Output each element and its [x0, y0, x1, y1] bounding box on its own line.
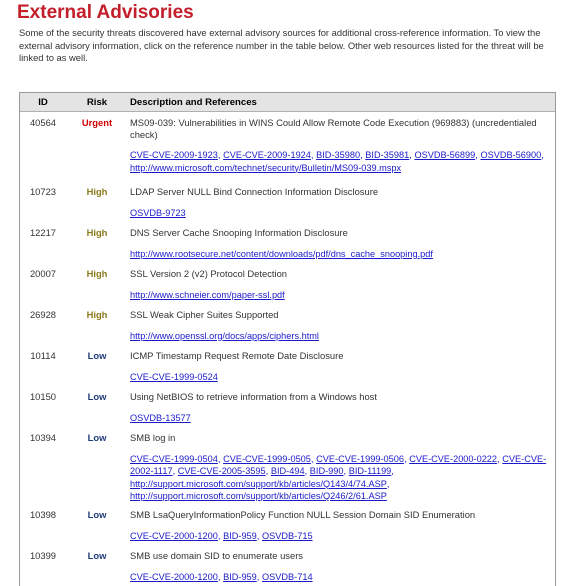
row-id: 40564: [29, 117, 57, 128]
reference-link[interactable]: BID-35980: [316, 150, 361, 160]
reference-link[interactable]: OSVDB-9723: [130, 207, 186, 218]
row-description: ICMP Timestamp Request Remote Date Disclosure: [130, 350, 344, 361]
risk-badge: Low: [87, 509, 107, 520]
row-description: SMB LsaQueryInformationPolicy Function NULL Session Domain SID Enumeration: [130, 509, 476, 520]
row-id: 10399: [29, 550, 57, 561]
reference-list: [130, 207, 552, 220]
table-header: [20, 93, 555, 112]
table-row: [20, 181, 555, 222]
reference-link[interactable]: BID-35981: [365, 150, 410, 160]
header-id: ID: [38, 97, 48, 108]
reference-link[interactable]: OSVDB-56900: [480, 150, 542, 160]
header-risk: Risk: [86, 97, 108, 108]
reference-link[interactable]: http://www.microsoft.com/technet/security/Bulletin/MS09-039.mspx: [130, 162, 402, 173]
intro-text: Some of the security threats discovered have external advisory sources for additional cross-reference information. To view the external advisory information, click on the reference number in the table below. Other web resources listed for the threat will be linked to as well.: [19, 27, 544, 64]
reference-link[interactable]: OSVDB-13577: [130, 412, 191, 423]
table-row: [20, 112, 555, 181]
reference-link[interactable]: CVE-CVE-1999-0504: [130, 453, 218, 464]
reference-link[interactable]: http://support.microsoft.com/support/kb/articles/Q143/4/74.ASP: [130, 478, 387, 489]
row-description: MS09-039: Vulnerabilities in WINS Could Allow Remote Code Execution (969883) (uncredentialed check): [130, 117, 537, 140]
row-id: 10150: [29, 391, 57, 402]
row-id: 10114: [30, 350, 56, 361]
table-row: [20, 222, 555, 263]
row-description: DNS Server Cache Snooping Information Disclosure: [130, 227, 348, 238]
table-row: [20, 504, 555, 545]
reference-link[interactable]: BID-11199: [348, 466, 392, 476]
row-description-cell: [130, 227, 552, 260]
table-row: [20, 263, 555, 304]
reference-link[interactable]: CVE-CVE-2009-1923: [130, 150, 218, 160]
advisories-table: [19, 92, 556, 586]
row-id: 10394: [29, 432, 57, 443]
row-description-cell: [130, 186, 552, 219]
row-description: SMB log in: [130, 432, 176, 443]
row-id: 26928: [29, 309, 57, 320]
risk-badge: High: [86, 186, 108, 197]
reference-list: [130, 289, 552, 302]
reference-link[interactable]: CVE-CVE-2000-0222: [409, 453, 498, 464]
reference-list: CVE-CVE-1999-0504, CVE-CVE-1999-0505, CVE-CVE-1999-0506, CVE-CVE-2000-0222, CVE-CVE-2002-1117, CVE-CVE-2005-3595, BID-494, BID-990, BID-11199, http://support.microsoft.com/support/kb/articles/Q143/4/74.ASP, http://support.microsoft.com/support/kb/articles/Q246/2/61.ASP: [130, 452, 547, 501]
table-body: [20, 112, 555, 586]
reference-link[interactable]: CVE-CVE-1999-0506: [316, 453, 404, 464]
row-description-cell: [130, 391, 552, 424]
reference-list: [130, 371, 552, 384]
reference-link[interactable]: BID-990: [309, 466, 344, 476]
table-row: [20, 304, 555, 345]
risk-badge: Low: [87, 550, 107, 561]
risk-badge: Low: [87, 350, 107, 361]
reference-link[interactable]: CVE-CVE-1999-0505: [223, 453, 311, 464]
reference-link[interactable]: BID-494: [270, 466, 305, 476]
risk-badge: Low: [87, 391, 107, 402]
row-description-cell: [130, 309, 552, 342]
reference-link[interactable]: http://www.openssl.org/docs/apps/ciphers.html: [130, 330, 319, 341]
risk-badge: High: [86, 309, 108, 320]
row-id: 10398: [29, 509, 57, 520]
reference-link[interactable]: http://www.rootsecure.net/content/downloads/pdf/dns_cache_snooping.pdf: [130, 248, 433, 259]
reference-list: CVE-CVE-2000-1200, BID-959, OSVDB-715: [130, 529, 313, 541]
row-description: SMB use domain SID to enumerate users: [130, 550, 303, 561]
row-description-cell: [130, 268, 552, 301]
row-description-cell: [130, 432, 552, 503]
table-row: [20, 386, 555, 427]
row-description: SSL Weak Cipher Suites Supported: [130, 309, 279, 320]
reference-link[interactable]: OSVDB-715: [262, 530, 313, 541]
row-id: 20007: [29, 268, 57, 279]
risk-badge: High: [86, 227, 108, 238]
row-description-cell: [130, 509, 552, 542]
reference-link[interactable]: BID-959: [223, 530, 257, 541]
row-description-cell: [130, 117, 552, 174]
reference-link[interactable]: CVE-CVE-2005-3595: [177, 466, 266, 476]
header-description: Description and References: [130, 97, 257, 108]
risk-badge: High: [86, 268, 108, 279]
reference-link[interactable]: CVE-CVE-1999-0524: [130, 371, 218, 382]
table-row: [20, 345, 555, 386]
reference-list: [130, 248, 552, 261]
row-id: 12217: [29, 227, 57, 238]
row-description: LDAP Server NULL Bind Connection Information Disclosure: [130, 186, 379, 197]
reference-list: [130, 330, 552, 343]
reference-list: CVE-CVE-2000-1200, BID-959, OSVDB-714: [130, 570, 313, 582]
risk-badge: Low: [87, 432, 107, 443]
reference-link[interactable]: OSVDB-714: [262, 571, 313, 582]
reference-link[interactable]: BID-959: [223, 571, 257, 582]
row-id: 10723: [29, 186, 57, 197]
reference-list: CVE-CVE-2009-1923, CVE-CVE-2009-1924, BID-35980, BID-35981, OSVDB-56899, OSVDB-56900, http://www.microsoft.com/technet/security/Bulletin/MS09-039.mspx: [130, 149, 544, 173]
reference-link[interactable]: OSVDB-56899: [414, 150, 476, 160]
reference-list: [130, 412, 552, 425]
reference-link[interactable]: CVE-CVE-2000-1200: [130, 530, 218, 541]
row-description-cell: [130, 350, 552, 383]
page-title: External Advisories: [17, 2, 194, 23]
reference-link[interactable]: CVE-CVE-2009-1924: [223, 150, 311, 160]
reference-link[interactable]: CVE-CVE-2002-1117: [130, 453, 547, 476]
row-description: Using NetBIOS to retrieve information from a Windows host: [130, 391, 377, 402]
row-description: SSL Version 2 (v2) Protocol Detection: [130, 268, 288, 279]
risk-badge: Urgent: [81, 117, 113, 128]
reference-link[interactable]: CVE-CVE-2000-1200: [130, 571, 218, 582]
row-description-cell: [130, 550, 552, 583]
reference-link[interactable]: http://www.schneier.com/paper-ssl.pdf: [130, 289, 285, 300]
reference-link[interactable]: http://support.microsoft.com/support/kb/articles/Q246/2/61.ASP: [130, 491, 387, 501]
table-row: [20, 427, 555, 504]
